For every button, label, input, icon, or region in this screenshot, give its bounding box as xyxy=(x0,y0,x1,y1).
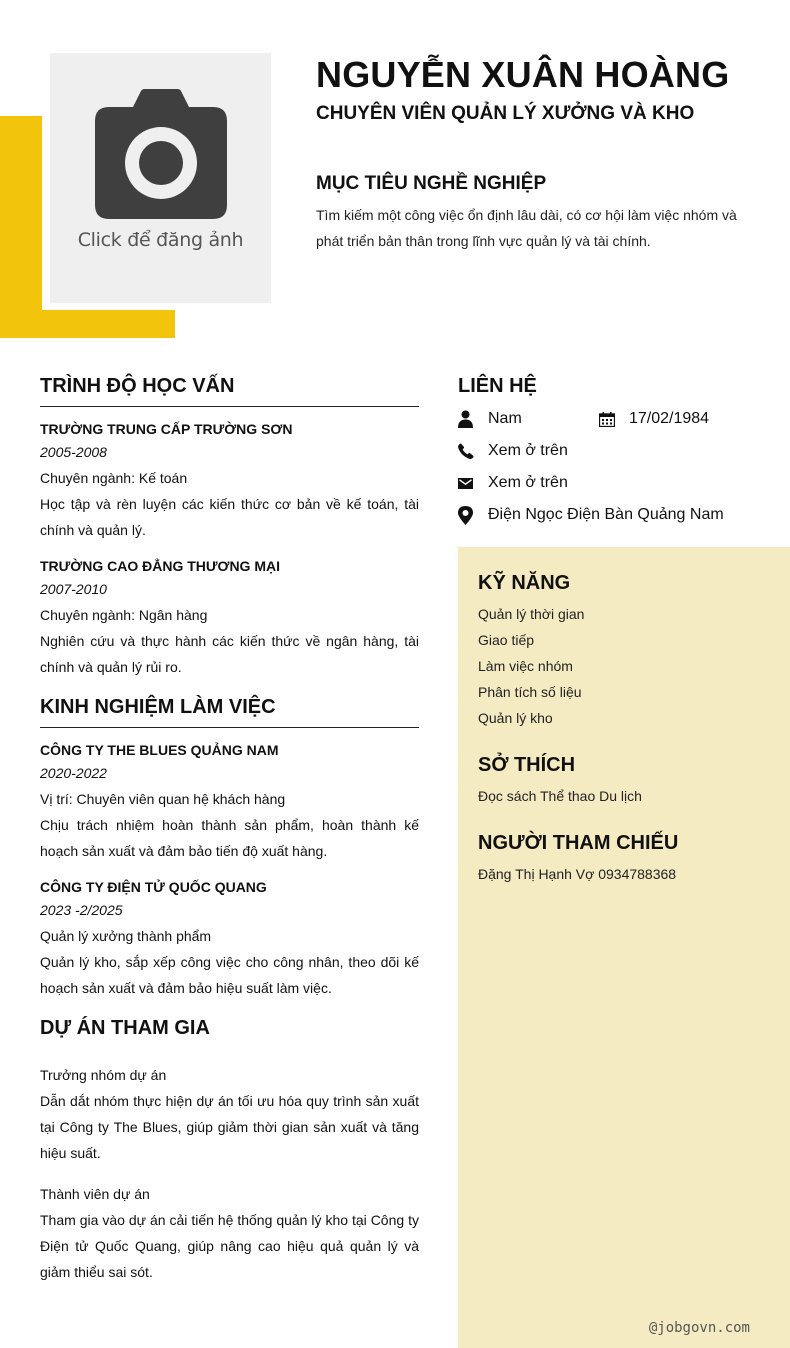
skill-item: Quản lý kho xyxy=(478,710,553,726)
phone-icon xyxy=(458,443,488,459)
side-panel xyxy=(458,547,790,1348)
projects-heading: DỰ ÁN THAM GIA xyxy=(40,1017,210,1039)
contact-row-gender-birthday xyxy=(458,403,790,435)
skill-item: Giao tiếp xyxy=(478,632,535,648)
experience-description: Chịu trách nhiệm hoàn thành sản phẩm, hoàn thành kế hoạch sản xuất và đảm bảo tiến độ xuất hàng. xyxy=(40,817,419,859)
experience-date: 2023 -2/2025 xyxy=(40,902,123,918)
experience-date: 2020-2022 xyxy=(40,765,107,781)
education-heading: TRÌNH ĐỘ HỌC VẤN xyxy=(40,375,419,407)
contact-section xyxy=(458,373,790,531)
phone-value: Xem ở trên xyxy=(488,442,568,459)
education-date: 2007-2010 xyxy=(40,581,107,597)
skill-item: Làm việc nhóm xyxy=(478,658,573,674)
contact-row-address xyxy=(458,499,790,531)
experience-position: Quản lý xưởng thành phẩm xyxy=(40,928,212,944)
experience-entry xyxy=(40,740,419,864)
references-heading: NGƯỜI THAM CHIẾU xyxy=(478,832,679,854)
contact-row-phone xyxy=(458,435,790,467)
education-description: Nghiên cứu và thực hành các kiến thức về ngân hàng, tài chính và quản lý rủi ro. xyxy=(40,633,419,675)
education-entry xyxy=(40,556,419,680)
gender-value: Nam xyxy=(488,410,522,427)
location-pin-icon xyxy=(458,506,488,525)
job-title: CHUYÊN VIÊN QUẢN LÝ XƯỞNG VÀ KHO xyxy=(316,103,695,124)
experience-company: CÔNG TY ĐIỆN TỬ QUỐC QUANG xyxy=(40,879,267,895)
envelope-icon xyxy=(458,478,488,489)
project-description: Tham gia vào dự án cải tiến hệ thống quản lý kho tại Công ty Điện tử Quốc Quang, giúp nâng cao hiệu quả quản lý và giảm thiểu sai sót. xyxy=(40,1212,419,1280)
project-description: Dẫn dắt nhóm thực hiện dự án tối ưu hóa quy trình sản xuất tại Công ty The Blues, giúp giảm thời gian sản xuất và tăng hiệu suất. xyxy=(40,1093,419,1161)
project-entry xyxy=(40,1181,419,1285)
birthday-value: 17/02/1984 xyxy=(629,410,710,427)
education-date: 2005-2008 xyxy=(40,444,107,460)
education-description: Học tập và rèn luyện các kiến thức cơ bản về kế toán, tài chính và quản lý. xyxy=(40,496,419,538)
education-entry xyxy=(40,419,419,543)
experience-entry xyxy=(40,877,419,1001)
email-value: Xem ở trên xyxy=(488,474,568,491)
objective-text: Tìm kiếm một công việc ổn định lâu dài, có cơ hội làm việc nhóm và phát triển bản thân trong lĩnh vực quản lý và tài chính. xyxy=(316,207,737,249)
camera-icon xyxy=(95,89,227,219)
watermark: @jobgovn.com xyxy=(648,1320,750,1336)
photo-upload[interactable] xyxy=(50,53,271,303)
accent-bar-vertical xyxy=(0,116,42,338)
contact-heading: LIÊN HỆ xyxy=(458,375,537,397)
project-role: Trưởng nhóm dự án xyxy=(40,1067,167,1083)
education-major: Chuyên ngành: Kế toán xyxy=(40,470,188,486)
person-icon xyxy=(458,410,488,428)
skill-item: Quản lý thời gian xyxy=(478,606,585,622)
project-role: Thành viên dự án xyxy=(40,1186,150,1202)
education-major: Chuyên ngành: Ngân hàng xyxy=(40,607,208,623)
experience-position: Vị trí: Chuyên viên quan hệ khách hàng xyxy=(40,791,286,807)
education-school: TRƯỜNG TRUNG CẤP TRƯỜNG SƠN xyxy=(40,421,293,437)
experience-description: Quản lý kho, sắp xếp công việc cho công nhân, theo dõi kế hoạch sản xuất và đảm bảo hiệu suất làm việc. xyxy=(40,954,419,996)
accent-bar-horizontal xyxy=(0,310,175,338)
contact-row-email xyxy=(458,467,790,499)
education-school: TRƯỜNG CAO ĐẲNG THƯƠNG MẠI xyxy=(40,558,280,574)
objective-heading: MỤC TIÊU NGHỀ NGHIỆP xyxy=(316,173,547,194)
candidate-name: NGUYỄN XUÂN HOÀNG xyxy=(316,54,730,95)
address-value: Điện Ngọc Điện Bàn Quảng Nam xyxy=(488,506,724,523)
skill-item: Phân tích số liệu xyxy=(478,684,582,700)
hobbies-heading: SỞ THÍCH xyxy=(478,754,576,776)
experience-heading: KINH NGHIỆM LÀM VIỆC xyxy=(40,696,419,728)
experience-company: CÔNG TY THE BLUES QUẢNG NAM xyxy=(40,742,279,758)
references-text: Đặng Thị Hạnh Vợ 0934788368 xyxy=(478,866,677,882)
calendar-icon xyxy=(599,412,629,427)
left-column xyxy=(40,375,419,1298)
photo-upload-label: Click để đăng ảnh xyxy=(77,229,244,251)
skills-heading: KỸ NĂNG xyxy=(478,572,571,594)
project-entry xyxy=(40,1062,419,1166)
hobbies-text: Đọc sách Thể thao Du lịch xyxy=(478,788,642,804)
